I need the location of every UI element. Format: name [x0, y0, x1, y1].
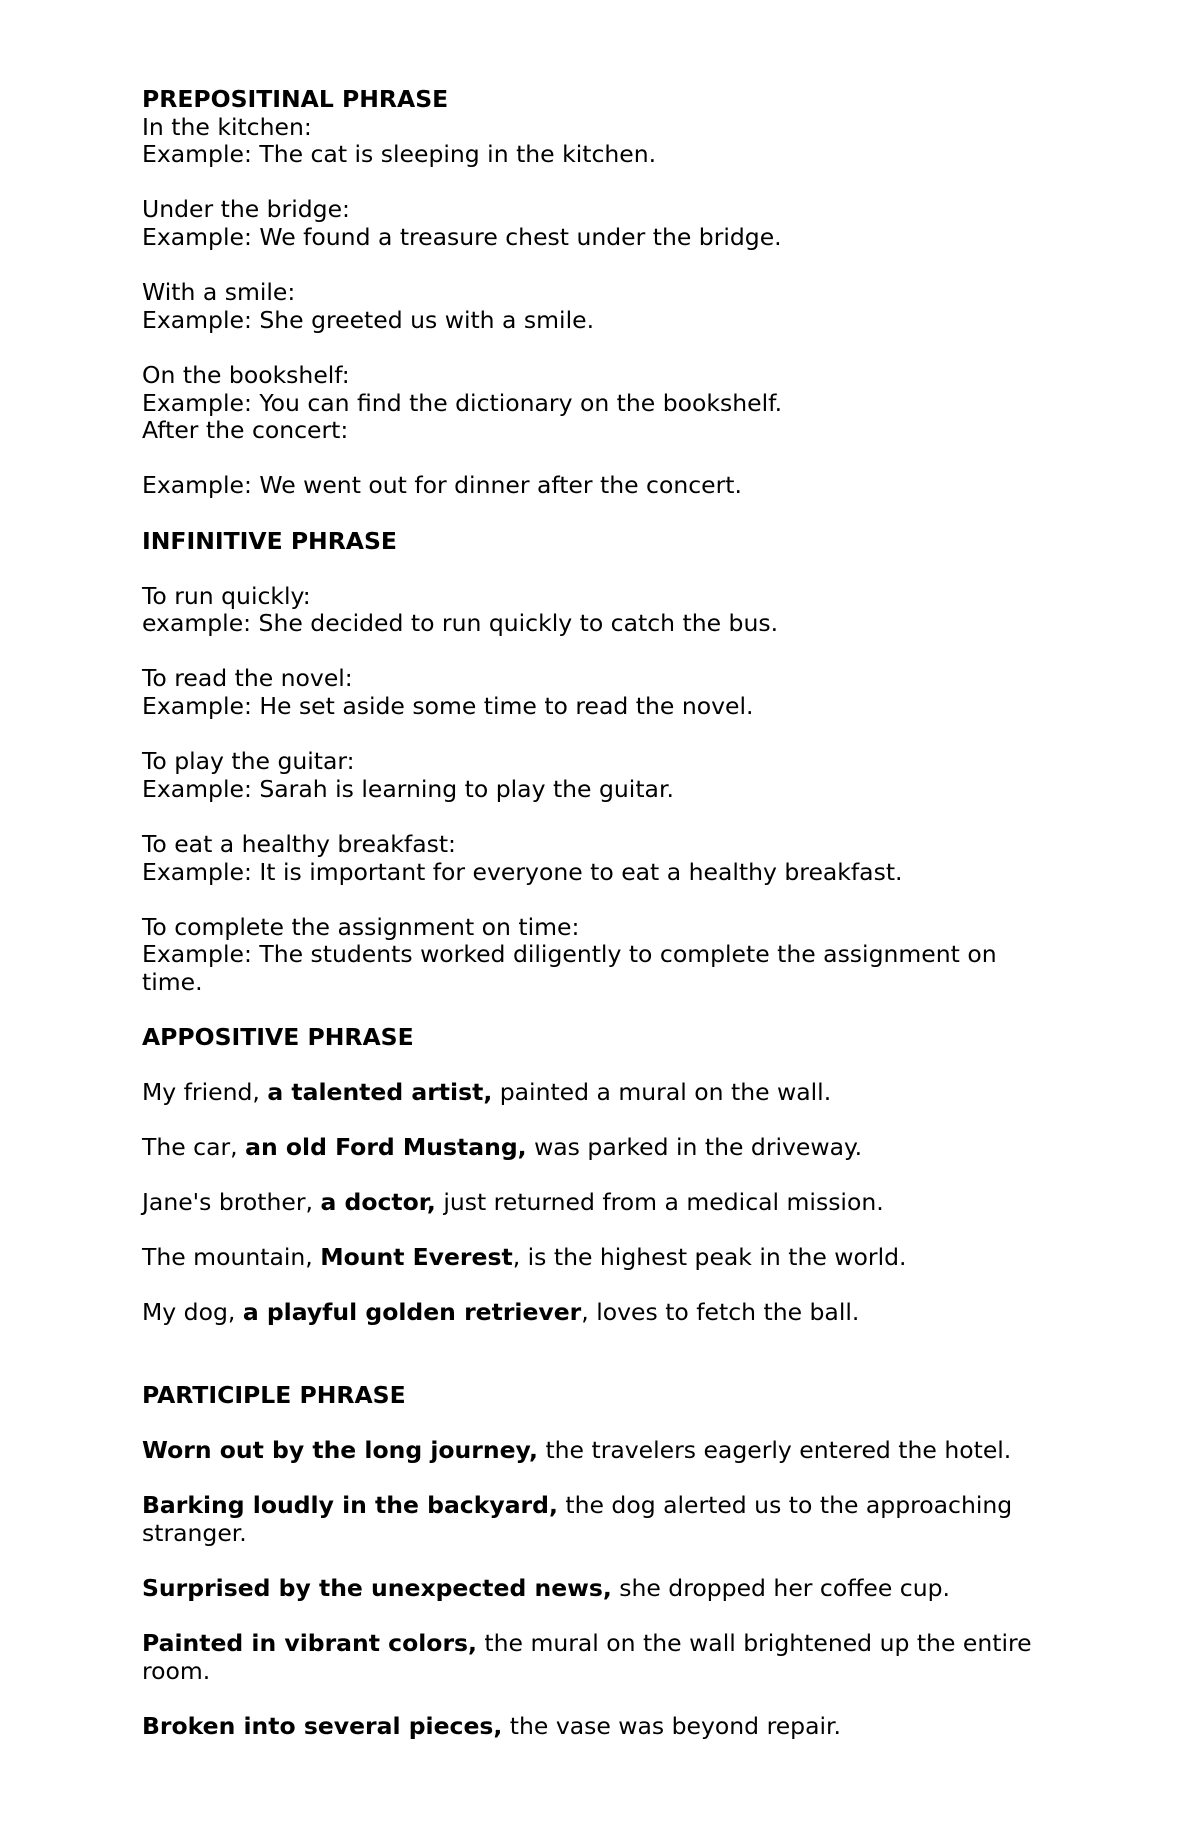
infinitive-example-2: Example: He set aside some time to read the novel.	[142, 692, 754, 721]
infinitive-example-4: Example: It is important for everyone to eat a healthy breakfast.	[142, 857, 903, 886]
document-page	[142, 86, 1082, 1741]
prepositional-phrase-1: In the kitchen:	[142, 112, 312, 141]
infinitive-phrase-5: To complete the assignment on time:	[142, 912, 580, 941]
infinitive-example-1: example: She decided to run quickly to catch the bus.	[142, 609, 779, 638]
appositive-sentence-2: The car, an old Ford Mustang, was parked in the driveway.	[142, 1133, 863, 1162]
appositive-sentence-5: My dog, a playful golden retriever, loves to fetch the ball.	[142, 1298, 860, 1327]
infinitive-phrase-2: To read the novel:	[142, 664, 353, 693]
prepositional-example-4: Example: You can find the dictionary on the bookshelf.	[142, 388, 783, 417]
prepositional-phrase-3: With a smile:	[142, 278, 296, 307]
infinitive-phrase-3: To play the guitar:	[142, 747, 355, 776]
appositive-sentence-3: Jane's brother, a doctor, just returned from a medical mission.	[142, 1188, 884, 1217]
prepositional-example-3: Example: She greeted us with a smile.	[142, 305, 595, 334]
participle-sentence-4: Painted in vibrant colors, the mural on the wall brightened up the entire room.	[142, 1629, 1032, 1686]
participle-sentence-5: Broken into several pieces, the vase was beyond repair.	[142, 1712, 841, 1741]
appositive-sentence-4: The mountain, Mount Everest, is the highest peak in the world.	[142, 1243, 907, 1272]
prepositional-phrase-2: Under the bridge:	[142, 195, 350, 224]
infinitive-heading: INFINITIVE PHRASE	[142, 526, 397, 555]
prepositional-phrase-5: After the concert:	[142, 416, 349, 445]
infinitive-example-3: Example: Sarah is learning to play the guitar.	[142, 774, 674, 803]
prepositional-example-5: Example: We went out for dinner after the concert.	[142, 471, 742, 500]
appositive-sentence-1: My friend, a talented artist, painted a mural on the wall.	[142, 1078, 832, 1107]
prepositional-example-2: Example: We found a treasure chest under the bridge.	[142, 222, 782, 251]
infinitive-phrase-4: To eat a healthy breakfast:	[142, 830, 456, 859]
prepositional-example-1: Example: The cat is sleeping in the kitchen.	[142, 140, 657, 169]
prepositional-phrase-4: On the bookshelf:	[142, 360, 350, 389]
appositive-heading: APPOSITIVE PHRASE	[142, 1023, 414, 1052]
infinitive-example-5: Example: The students worked diligently to complete the assignment on time.	[142, 940, 997, 996]
participle-sentence-1: Worn out by the long journey, the travelers eagerly entered the hotel.	[142, 1436, 1012, 1465]
infinitive-phrase-1: To run quickly:	[142, 581, 311, 610]
prepositional-heading: PREPOSITINAL PHRASE	[142, 85, 449, 113]
participle-sentence-2: Barking loudly in the backyard, the dog alerted us to the approaching stranger.	[142, 1491, 1013, 1548]
participle-sentence-3: Surprised by the unexpected news, she dropped her coffee cup.	[142, 1574, 950, 1603]
participle-heading: PARTICIPLE PHRASE	[142, 1381, 406, 1410]
